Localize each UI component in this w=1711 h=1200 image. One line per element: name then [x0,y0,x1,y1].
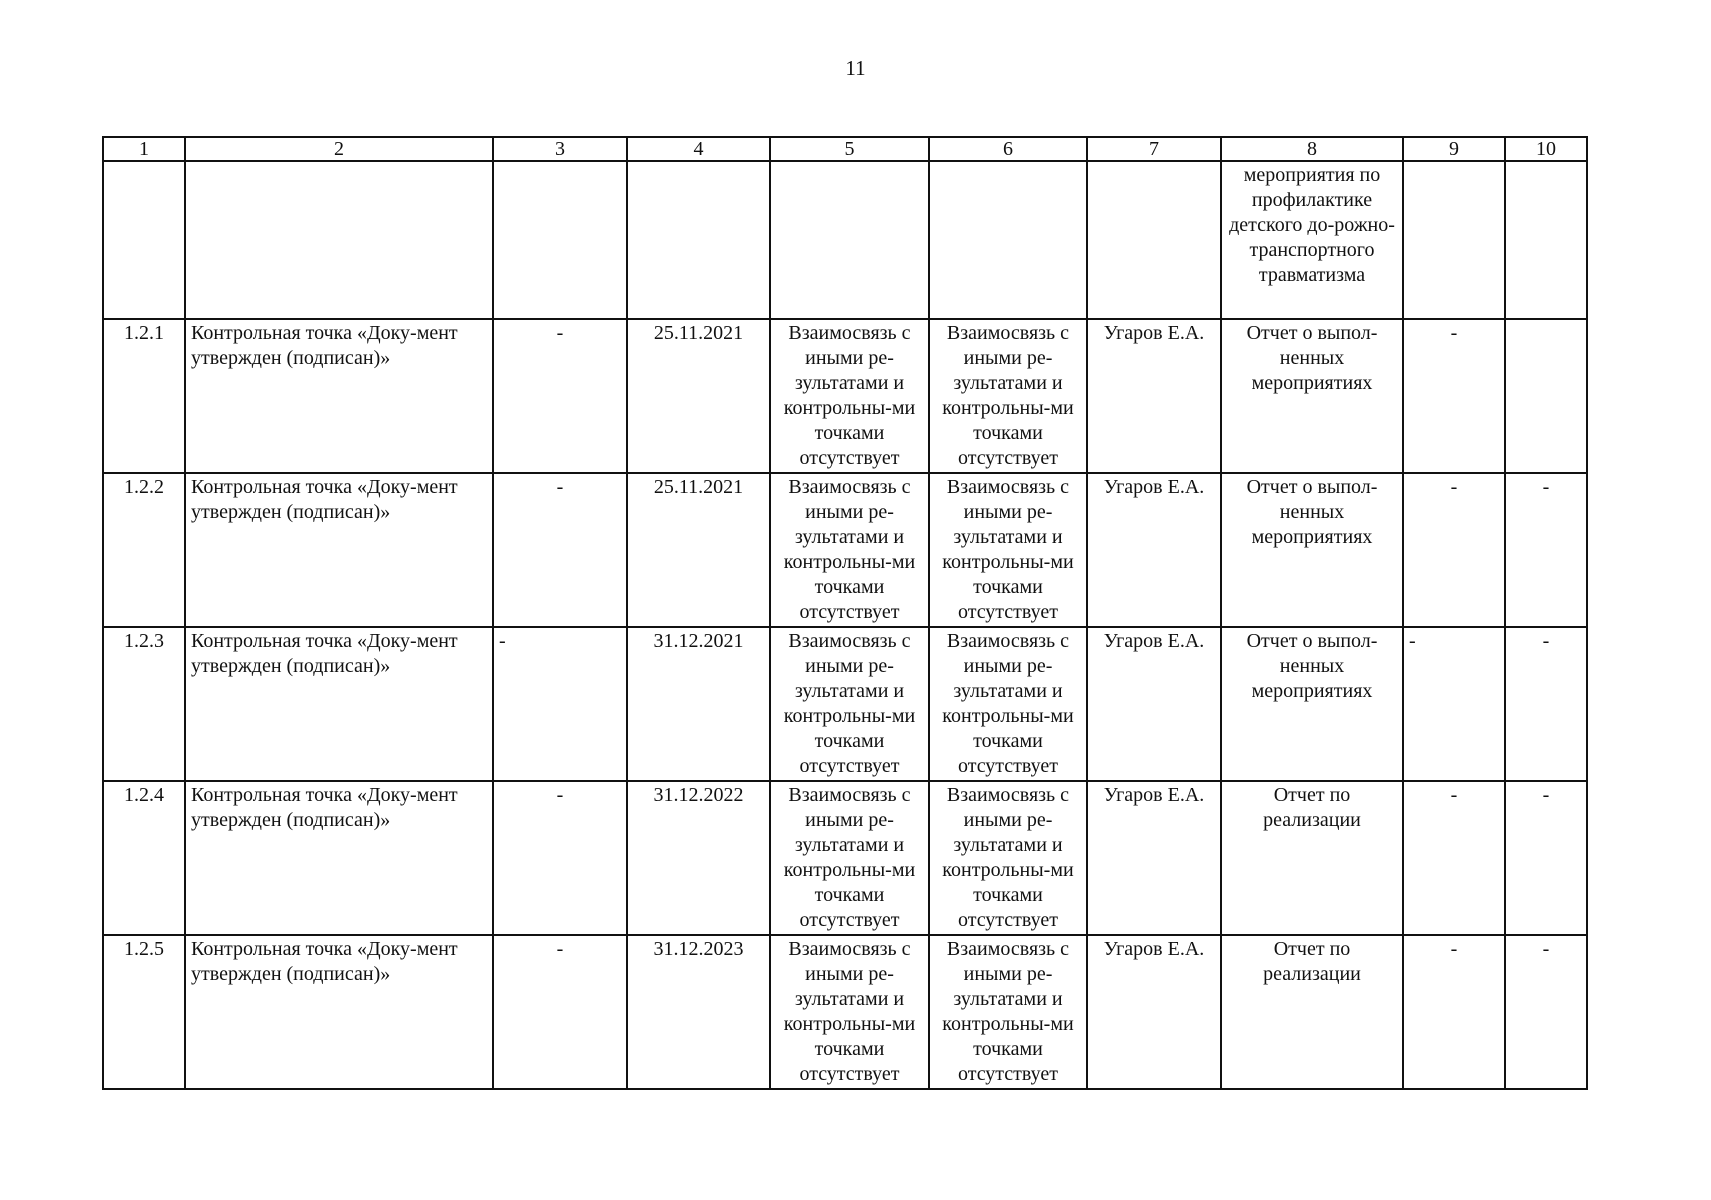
cell-col9: - [1403,319,1505,473]
cell-col9: - [1403,627,1505,781]
table-cell [185,161,493,319]
table-cell [627,161,770,319]
cell-responsible: Угаров Е.А. [1087,781,1221,935]
cell-col5: Взаимосвязь с иными ре-зультатами и контрольны-ми точками отсутствует [770,473,929,627]
continuation-row [103,161,1587,319]
column-header: 1 [103,137,185,161]
cell-number: 1.2.4 [103,781,185,935]
cell-number: 1.2.3 [103,627,185,781]
cell-col3: - [493,935,627,1089]
column-header: 8 [1221,137,1403,161]
table-cell [493,161,627,319]
cell-responsible: Угаров Е.А. [1087,473,1221,627]
column-header: 9 [1403,137,1505,161]
cell-col3: - [493,781,627,935]
cell-col3: - [493,627,627,781]
cell-number: 1.2.1 [103,319,185,473]
cell-col5: Взаимосвязь с иными ре-зультатами и контрольны-ми точками отсутствует [770,935,929,1089]
cell-col9: - [1403,935,1505,1089]
cell-date: 31.12.2022 [627,781,770,935]
cell-number: 1.2.5 [103,935,185,1089]
column-header: 4 [627,137,770,161]
cell-col10: - [1505,627,1587,781]
cell-col6: Взаимосвязь с иными ре-зультатами и контрольны-ми точками отсутствует [929,935,1087,1089]
table-row [103,627,1587,781]
cell-col6: Взаимосвязь с иными ре-зультатами и контрольны-ми точками отсутствует [929,319,1087,473]
cell-col5: Взаимосвязь с иными ре-зультатами и контрольны-ми точками отсутствует [770,319,929,473]
cell-col10: - [1505,935,1587,1089]
cell-date: 31.12.2021 [627,627,770,781]
cell-col3: - [493,319,627,473]
cell-name: Контрольная точка «Доку-мент утвержден (подписан)» [185,781,493,935]
cell-responsible: Угаров Е.А. [1087,935,1221,1089]
cell-result: Отчет по реализации [1221,781,1403,935]
cell-date: 31.12.2023 [627,935,770,1089]
table-cell [1505,161,1587,319]
cell-col10: - [1505,781,1587,935]
cell-col6: Взаимосвязь с иными ре-зультатами и контрольны-ми точками отсутствует [929,627,1087,781]
table-row [103,935,1587,1089]
table-cell [103,161,185,319]
cell-name: Контрольная точка «Доку-мент утвержден (подписан)» [185,627,493,781]
cell-col9: - [1403,473,1505,627]
table-cell [929,161,1087,319]
cell-col10: - [1505,473,1587,627]
cell-name: Контрольная точка «Доку-мент утвержден (подписан)» [185,935,493,1089]
cell-responsible: Угаров Е.А. [1087,627,1221,781]
table-row [103,781,1587,935]
column-header: 2 [185,137,493,161]
cell-number: 1.2.2 [103,473,185,627]
cell-name: Контрольная точка «Доку-мент утвержден (подписан)» [185,473,493,627]
cell-col5: Взаимосвязь с иными ре-зультатами и контрольны-ми точками отсутствует [770,627,929,781]
table-cell [1087,161,1221,319]
cell-result: Отчет о выпол-ненных мероприятиях [1221,319,1403,473]
cell-col3: - [493,473,627,627]
cell-col6: Взаимосвязь с иными ре-зультатами и контрольны-ми точками отсутствует [929,781,1087,935]
cell-col10 [1505,319,1587,473]
table-row [103,319,1587,473]
column-header: 6 [929,137,1087,161]
table-cell-result-description: мероприятия по профилактике детского до-рожно-транспортного травматизма [1221,161,1403,319]
cell-col9: - [1403,781,1505,935]
column-header: 10 [1505,137,1587,161]
cell-date: 25.11.2021 [627,319,770,473]
cell-result: Отчет по реализации [1221,935,1403,1089]
page-number: 11 [845,56,866,80]
cell-result: Отчет о выпол-ненных мероприятиях [1221,627,1403,781]
cell-responsible: Угаров Е.А. [1087,319,1221,473]
column-header: 7 [1087,137,1221,161]
column-header: 3 [493,137,627,161]
cell-col6: Взаимосвязь с иными ре-зультатами и контрольны-ми точками отсутствует [929,473,1087,627]
table-row [103,473,1587,627]
table-cell [1403,161,1505,319]
checkpoints-table [102,136,1588,1090]
cell-name: Контрольная точка «Доку-мент утвержден (подписан)» [185,319,493,473]
column-header: 5 [770,137,929,161]
header-row [103,137,1587,161]
cell-col5: Взаимосвязь с иными ре-зультатами и контрольны-ми точками отсутствует [770,781,929,935]
cell-date: 25.11.2021 [627,473,770,627]
table-cell [770,161,929,319]
cell-result: Отчет о выпол-ненных мероприятиях [1221,473,1403,627]
